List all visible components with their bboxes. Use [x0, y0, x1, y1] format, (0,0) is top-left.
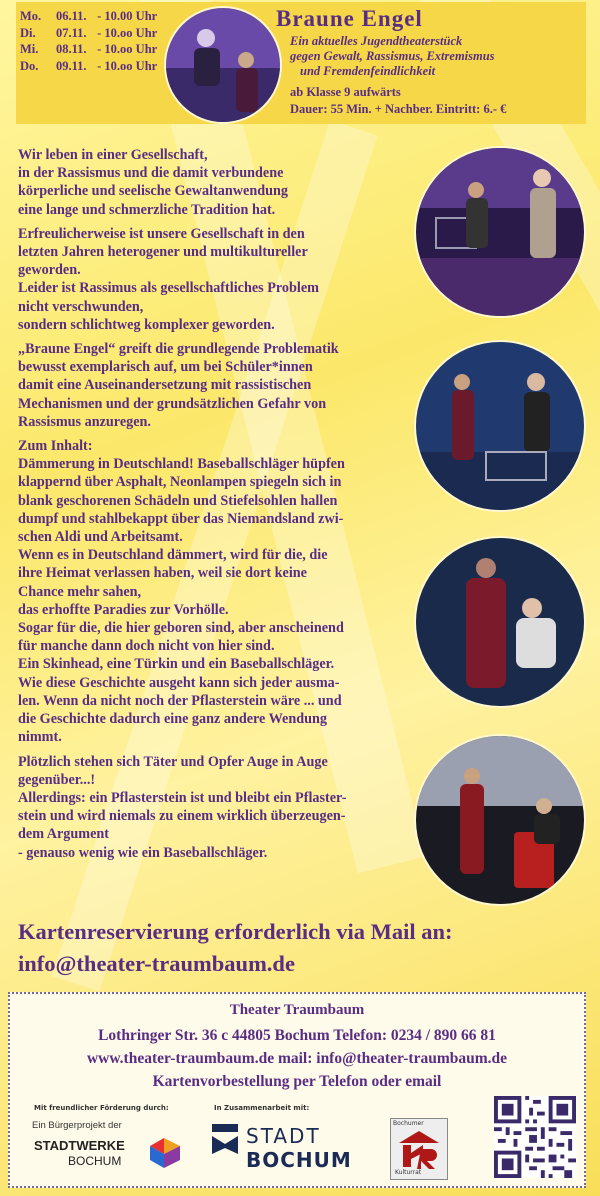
sponsor-kulturrat-logo [390, 1118, 448, 1180]
paragraph: Zum Inhalt: Dämmerung in Deutschland! Baseballschläger hüpfen klappernd über Asphalt, Neonlampen spiegeln sich in blank geschorenen Schädeln und Stiefelsohlen hallen dumpf und stahlbekappt über das Niemandsland zwi- schen Aldi und Arbeitsamt. Wenn es in Deutschland dämmert, wird für die, die ihre Heimat verlassen haben, weil sie dort keine Chance mehr sahen, das erhoffte Paradies zur Vorhölle. Sogar für die, die hier geboren sind, aber anscheinend für manche dann doch nicht von hier sind. Ein Skinhead, eine Türkin und ein Baseballschläger. Wie diese Geschichte ausgeht kann sich jeder ausma- len. Wenn da nicht noch der Pflasterstein wäre ... und die Geschichte dadurch eine ganz andere Wendung nimmt. [18, 438, 345, 746]
stage-photo [414, 536, 586, 708]
reservation-line: Kartenreservierung erforderlich via Mail an: [18, 919, 453, 944]
body-text [18, 146, 418, 868]
sponsor-stadtwerke-logo [32, 1120, 192, 1180]
subtitle-line: Ein aktuelles Jugendtheaterstück [290, 34, 463, 48]
sponsor-stadt-bochum-logo [210, 1120, 370, 1180]
sponsor-line: Bochumer [393, 1120, 424, 1127]
stadtwerke-icon [150, 1136, 184, 1170]
support-label: Mit freundlicher Förderung durch: [34, 1104, 169, 1112]
sponsor-line: STADT [246, 1124, 321, 1148]
subtitle [290, 34, 495, 79]
date-date: 07.11. [56, 25, 87, 40]
sponsor-line: STADTWERKE [34, 1138, 125, 1153]
date-list [20, 8, 157, 74]
stage-photo [414, 734, 586, 906]
class-info: ab Klasse 9 aufwärts [290, 85, 401, 99]
stage-photo [414, 340, 586, 512]
date-date: 09.11. [56, 58, 87, 73]
stage-photo [414, 146, 586, 318]
event-meta [290, 84, 506, 118]
cooperation-label: In Zusammenarbeit mit: [214, 1104, 310, 1112]
reservation-notice [18, 916, 452, 980]
paragraph: Plötzlich stehen sich Täter und Opfer Auge in Auge gegenüber...! Allerdings: ein Pflasterstein ist und bleibt ein Pflaster- stein und wird niemals zu einem wirklich überzeugen- dem Argument - genauso wenig wie ein Baseballschläger. [18, 753, 347, 861]
date-row [20, 8, 157, 25]
date-time: - 10.00 Uhr [97, 9, 158, 23]
date-row [20, 41, 157, 58]
date-date: 08.11. [56, 42, 87, 56]
sponsor-line: Ein Bürgerprojekt der [32, 1120, 122, 1131]
paragraph: Erfreulicherweise ist unsere Gesellschaft in den letzten Jahren heterogener und multikultureller geworden. Leider ist Rassimus als gesellschaftliches Problem nicht verschwunden, sondern schlichtweg komplexer geworden. [18, 225, 319, 333]
page-title: Braune Engel [276, 6, 423, 31]
contact-footer [8, 992, 586, 1188]
subtitle-line: und Fremdenfeindlichkeit [300, 64, 436, 78]
theater-web: www.theater-traumbaum.de mail: info@theater-traumbaum.de [86, 1050, 508, 1067]
sponsor-line: BOCHUM [68, 1154, 122, 1168]
duration-info: Dauer: 55 Min. + Nachber. Eintritt: 6.- € [290, 102, 507, 116]
subtitle-line: gegen Gewalt, Rassismus, Extremismus [290, 49, 495, 63]
sponsor-line: BOCHUM [246, 1148, 352, 1172]
qr-code-icon [494, 1096, 576, 1178]
date-row [20, 25, 157, 42]
theater-name: Theater Traumbaum [229, 1002, 365, 1018]
sponsor-line: Kulturrat [395, 1169, 422, 1176]
date-time: - 10.oo Uhr [97, 42, 158, 56]
date-day: Do. [20, 58, 39, 73]
paragraph: Wir leben in einer Gesellschaft, in der Rassismus und die damit verbundene körperliche und seelische Gewaltanwendung eine lange und schmerzliche Tradition hat. [18, 147, 288, 218]
kr-icon [397, 1129, 441, 1169]
book-icon [210, 1122, 240, 1156]
date-time: - 10.oo Uhr [97, 58, 158, 73]
date-day: Mi. [20, 42, 39, 56]
header-photo [164, 6, 282, 124]
reservation-email: info@theater-traumbaum.de [18, 951, 295, 976]
date-time: - 10.oo Uhr [97, 25, 158, 40]
theater-address: Lothringer Str. 36 c 44805 Bochum Telefon: 0234 / 890 66 81 [98, 1027, 496, 1044]
date-day: Mo. [20, 9, 42, 23]
date-day: Di. [20, 25, 36, 40]
date-date: 06.11. [56, 9, 87, 23]
booking-info: Kartenvorbestellung per Telefon oder email [152, 1073, 442, 1090]
paragraph: „Braune Engel“ greift die grundlegende Problematik bewusst exemplarisch auf, um bei Schüler*innen damit eine Auseinandersetzung mit rassistischen Mechanismen und der grundsätzlichen Gefahr von Rassismus anzuregen. [18, 341, 339, 430]
date-row [20, 58, 157, 75]
